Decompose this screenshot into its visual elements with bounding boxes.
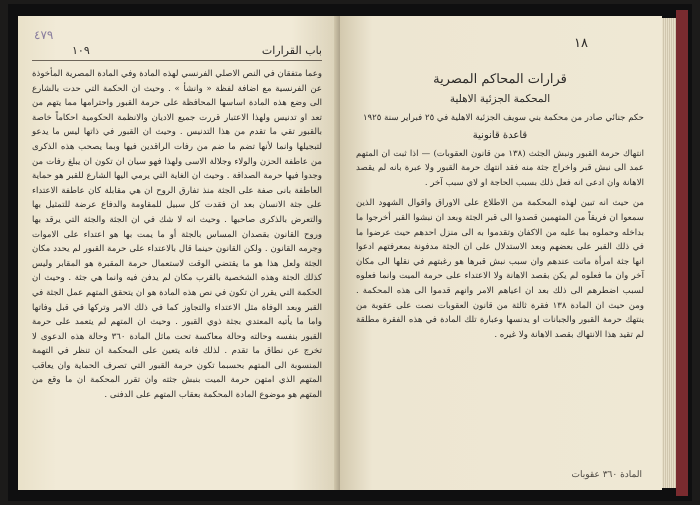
right-page-number: ١٨ <box>574 36 588 51</box>
ruling-line: حكم جنائي صادر من محكمة بني سويف الجزئية الاهلية في ٢٥ فبراير سنة ١٩٢٥ <box>362 113 644 123</box>
page-edges <box>662 18 676 488</box>
rule-text: انتهاك حرمة القبور ونبش الجثث (١٣٨ من قانون العقوبات) — اذا ثبت ان المتهم عمد الى نبش قبر واخراج جثة منه فقد انتهك حرمة القبور ولا عبرة بانه لم يقصد الاهانة وان ادعى انه فعل ذلك بسبب الحاجة او لاي سبب آخر . <box>356 148 644 188</box>
left-page-body-text: وعما متفقان في النص الاصلي الفرنسي لهذه المادة وفي المادة المصرية المأخوذة عن الفرنسية مع اضافة لفظة « وانشأ » . وحيث ان الحكمة التي حدت بالشارع الى وضع هذه المادة اساسها المحافظة على حرمة القبور واحترامها مما يتهم من تعد او تدنيس ولهذا الاعتبار قررت جميع الاديان والانظمة الحكومية احكاماً خاصة بالقبور تقي ما تقدم من هذا التدنيس . وحيث ان القبور في ذاتها ليس ما يدعو لتبجيلها وانما لأنها تضم ما ضم من رفات الراقدين فيها وبما يصحب هذه الذكرى من عاطفة الحزن والولاء وجلالة الاسى ولهذا فهو سيان ان تكون ان يبلغ رفات من وجدوا فيها حرمة الصداقة . وحيث ان الغاية التي يرمي اليها الشارع للقبر هو حماية العاطفة بانى صفة على الجثة منذ تفارق الروح ان هي مقابلة كان عاطفة الاعتداء على جثة الانسان بعد ان فقدت كل سبيل للمقاومة والدفاع عرضة للتمثيل بها والتعرض بالذكرى صاحبها . وحيث انه لا شك في ان الجثة والجثة التي يرقد بها وروح القانون بقصدان المساس بالجثة أو ما يمت بها هو اعتداء على الاموات وجرمه القانون . ولكن القانون حينما قال بالاعتداء على حرمة القبور لم يحدد مكان الجثة ولعل هذا هو ما يقتضي الوقت لاستعمال حرمة المقبرة هو المقابر وليس كذلك الجثة وهذه الشخصية بالقرب مكان لم يدفن فيه وانما هي جثة . وحيث ان الحكمة التي يقرر ان تكون في نص هذه المادة هو ان يتحقق المتهم عمل الجثة في القبر وبعد الوفاة مثل الاعتداء والتجاوز كما في ذلك الامر وتركها في قبل وفاتها واما ما يأتيه المعتدي بجثة ذوي القبور . وحيث ان المتهم لم يتعمد على حرمة القبور بنفسه وحالته وحالة معاكسة تحت ماثل المادة ٣٦٠ وحالة هذه الدعوى لا تخرج عن نطاق ما تقدم . لذلك فانه يتعين على المحكمة ان تنظر في التهمة المنسوبة الى المتهم بحسبما تكون حرمة القبور التي تصرف الحماية وان يعاقب المتهم الذي امتهن حرمة الميت بنبش جثته وان تقرر المحكمة ان ما وقع من المتهم هو موضوع المادة المحكمة بعقاب المتهم على الدفنى . <box>32 69 322 401</box>
left-page-number: ١٠٩ <box>72 44 90 57</box>
book-cover-edge <box>676 10 688 496</box>
left-page-header <box>32 44 322 61</box>
court-name: المحكمة الجزئية الاهلية <box>449 93 551 105</box>
rule-heading: قاعدة قانونية <box>472 129 528 141</box>
left-page <box>18 16 340 490</box>
section-title: قرارات المحاكم المصرية <box>433 72 567 87</box>
pencil-page-number: ٤٧٩ <box>34 28 54 42</box>
footer-reference: المادة ٣٦٠ عقوبات <box>571 470 642 480</box>
running-head: باب القرارات <box>261 44 322 57</box>
open-book <box>8 4 692 501</box>
facts-text: من حيث انه تبين لهذه المحكمة من الاطلاع على الاوراق واقوال الشهود الذين سمعوا ان فريقاً من المتهمين قصدوا الى قبر الجثة وبعد ان نبشوا القبر أخرجوا ما بداخله وحملوه بما عليه من الاكفان وتقدموا به الى منزل احدهم حيث عرضوا ما في ذلك القبر على بعضهم وبعد الاستدلال على ان الجثة مدفونة بمعرفتهم ادعوا انها جثة امرأة ماتت عندهم وان سبب نبش قبرها هو رغبتهم في نقلها الى مكان آخر وان ما فعلوه لم يكن بقصد الاهانة ولا الاعتداء على حرمة الميت وانما فعلوه لسبب اضطرهم الى ذلك بعد ان اعياهم الامر وانهم قدموا الى هذه المحكمة . ومن حيث ان المادة ١٣٨ فقرة ثالثة من قانون العقوبات نصت على عقوبة من ينتهك حرمة القبور والجبانات او يدنسها وعبارة تلك المادة في هذه الفقرة مطلقة لم تقيد هذا الانتهاك بقصد الاهانة ولا غيره . <box>356 198 644 340</box>
right-page <box>340 16 662 490</box>
